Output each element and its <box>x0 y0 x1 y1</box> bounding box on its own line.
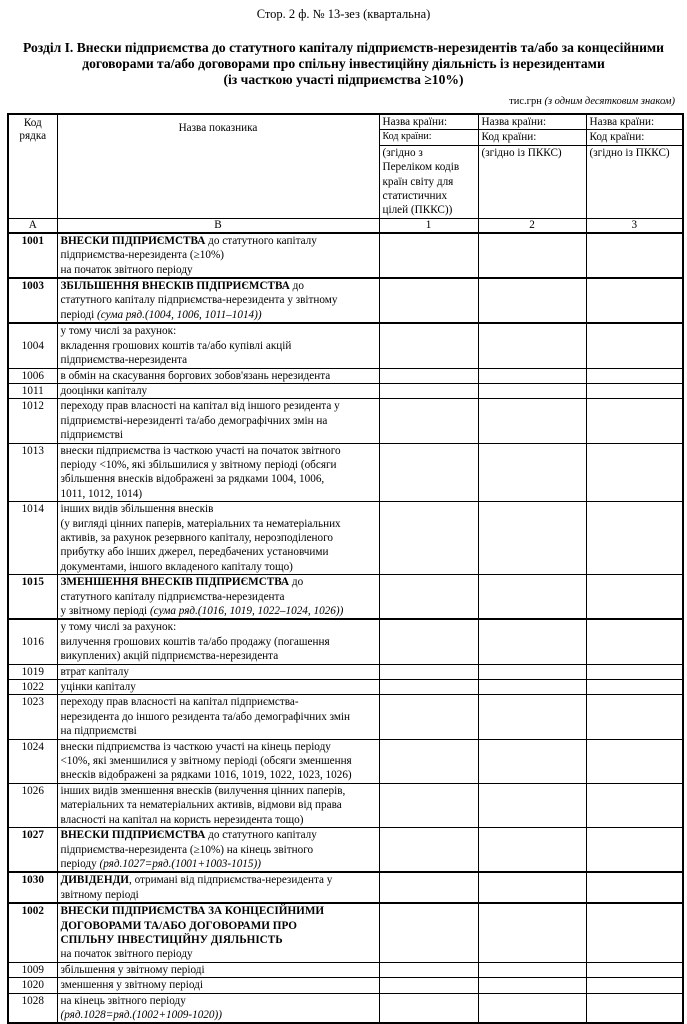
country-1-name-label: Назва країни: <box>379 114 478 130</box>
table-row <box>8 695 683 739</box>
indicator-text: внески підприємства із часткою участі на кінець періоду <box>60 740 331 753</box>
row-indicator-name <box>57 828 379 873</box>
indicator-text-line <box>61 933 376 947</box>
indicator-text-line <box>61 560 376 574</box>
formula-text: (сума ряд.(1016, 1019, 1022–1024, 1026)) <box>149 605 344 617</box>
row-indicator-name <box>57 783 379 827</box>
indicator-text: переходу прав власності на капітал підприємства- <box>60 696 299 709</box>
indicator-text: підприємстві <box>60 429 123 442</box>
table-row <box>8 399 683 443</box>
value-cell-country-1[interactable] <box>379 502 478 575</box>
indicator-text: звітному періоді <box>60 888 139 901</box>
indicator-text-line <box>61 724 376 738</box>
value-cell-country-1[interactable] <box>379 828 478 873</box>
indicator-text: у тому числі за рахунок: <box>60 325 177 338</box>
indicator-text: уцінки капіталу <box>60 681 136 694</box>
row-indicator-name <box>57 575 379 620</box>
indicator-title-text: ВНЕСКИ ПІДПРИЄМСТВА ЗА КОНЦЕСІЙНИМИ <box>60 905 325 918</box>
column-header-code: Код рядка <box>8 114 57 218</box>
indicator-text: періоду <box>60 857 100 870</box>
indicator-text: втрат капіталу <box>60 665 129 678</box>
row-indicator-name <box>57 872 379 903</box>
value-cell-country-3[interactable] <box>586 383 683 398</box>
value-cell-country-2[interactable] <box>478 575 586 620</box>
indicator-text: на початок звітного періоду <box>60 263 193 276</box>
indicator-text-line <box>61 308 376 322</box>
value-cell-country-2[interactable] <box>478 739 586 783</box>
value-cell-country-2[interactable] <box>478 680 586 695</box>
value-cell-country-1[interactable] <box>379 278 478 323</box>
indicator-text: статутного капіталу підприємства-нерезидента у звітному <box>60 294 338 307</box>
indicator-text-line <box>61 234 376 248</box>
row-indicator-name <box>57 962 379 977</box>
value-cell-country-1[interactable] <box>379 978 478 993</box>
section-title-line-3: (із часткою участі підприємства ≥10%) <box>223 72 464 87</box>
indicator-text-line <box>61 517 376 531</box>
indicator-text: документами, іншого вкладеного капіталу тощо) <box>60 560 293 573</box>
indicator-text: прибутку або інших джерел, передбачених установчими <box>60 546 329 559</box>
country-3-code-label: Код країни: <box>586 130 683 145</box>
row-indicator-name <box>57 739 379 783</box>
indicator-text: на початок звітного періоду <box>60 948 193 961</box>
column-number-3: 3 <box>586 218 683 233</box>
indicator-text: інших видів зменшення внесків (вилучення цінних паперів, <box>60 784 346 797</box>
indicator-text-line <box>61 813 376 827</box>
value-cell-country-3[interactable] <box>586 368 683 383</box>
value-cell-country-3[interactable] <box>586 739 683 783</box>
row-indicator-name <box>57 368 379 383</box>
value-cell-country-1[interactable] <box>379 993 478 1023</box>
indicator-text-line <box>61 369 376 383</box>
table-row <box>8 278 683 323</box>
indicator-text: викуплених) акцій підприємства-нерезидента <box>60 650 279 663</box>
value-cell-country-1[interactable] <box>379 664 478 679</box>
contributions-table <box>7 113 684 1024</box>
indicator-text-line <box>61 279 376 293</box>
table-row <box>8 739 683 783</box>
value-cell-country-2[interactable] <box>478 383 586 398</box>
indicator-text-line <box>61 768 376 782</box>
section-title <box>0 40 687 88</box>
value-cell-country-3[interactable] <box>586 399 683 443</box>
value-cell-country-3[interactable] <box>586 619 683 664</box>
indicator-text: до статутного капіталу <box>205 234 317 247</box>
indicator-text-line <box>61 339 376 353</box>
table-row <box>8 828 683 873</box>
indicator-text: активів, за рахунок резервного капіталу, нерозподіленого <box>60 531 334 544</box>
indicator-text-line <box>61 843 376 857</box>
indicator-text-line <box>61 502 376 516</box>
value-cell-country-1[interactable] <box>379 368 478 383</box>
value-cell-country-1[interactable] <box>379 323 478 368</box>
indicator-text: дооцінки капіталу <box>60 384 148 397</box>
value-cell-country-2[interactable] <box>478 323 586 368</box>
indicator-text-line <box>61 649 376 663</box>
table-row <box>8 619 683 664</box>
table-row <box>8 383 683 398</box>
row-indicator-name <box>57 978 379 993</box>
table-row <box>8 872 683 903</box>
table-row <box>8 993 683 1023</box>
row-indicator-name <box>57 278 379 323</box>
value-cell-country-3[interactable] <box>586 575 683 620</box>
row-code: 1011 <box>8 383 57 398</box>
indicator-text-line <box>61 888 376 902</box>
value-cell-country-2[interactable] <box>478 993 586 1023</box>
row-indicator-name <box>57 695 379 739</box>
indicator-text: у звітному періоді <box>60 605 150 617</box>
indicator-text-line <box>61 590 376 604</box>
indicator-text-line <box>61 994 376 1008</box>
value-cell-country-3[interactable] <box>586 962 683 977</box>
indicator-text-line <box>61 324 376 338</box>
row-code: 1020 <box>8 978 57 993</box>
value-cell-country-1[interactable] <box>379 383 478 398</box>
value-cell-country-2[interactable] <box>478 978 586 993</box>
row-code: 1009 <box>8 962 57 977</box>
section-title-line-1: Розділ I. Внески підприємства до статутного капіталу підприємств-нерезидентів та/або за концесійними <box>22 40 664 55</box>
column-letter-a: А <box>8 218 57 233</box>
indicator-text: підприємства-нерезидента (≥10%) <box>60 249 225 262</box>
table-row <box>8 962 683 977</box>
value-cell-country-3[interactable] <box>586 993 683 1023</box>
row-code: 1004 <box>8 323 57 368</box>
row-code: 1023 <box>8 695 57 739</box>
country-3-name-label: Назва країни: <box>586 114 683 130</box>
value-cell-country-2[interactable] <box>478 278 586 323</box>
indicator-text-line <box>61 1008 376 1022</box>
indicator-text-line <box>61 665 376 679</box>
row-indicator-name <box>57 993 379 1023</box>
indicator-text: вкладення грошових коштів та/або купівлі акцій <box>60 339 292 352</box>
indicator-text-line <box>61 248 376 262</box>
value-cell-country-2[interactable] <box>478 664 586 679</box>
indicator-text: підприємстві-нерезиденті та/або демографічних змін на <box>60 414 328 427</box>
indicator-text-line <box>61 545 376 559</box>
country-1-note: (згідно з Переліком кодів країн світу для статистичних цілей (ПККС)) <box>379 145 478 218</box>
row-indicator-name <box>57 680 379 695</box>
value-cell-country-1[interactable] <box>379 739 478 783</box>
value-cell-country-1[interactable] <box>379 962 478 977</box>
row-code: 1016 <box>8 619 57 664</box>
value-cell-country-1[interactable] <box>379 872 478 903</box>
value-cell-country-3[interactable] <box>586 502 683 575</box>
table-row <box>8 783 683 827</box>
indicator-title-text: СПІЛЬНУ ІНВЕСТИЦІЙНУ ДІЯЛЬНІСТЬ <box>60 933 283 946</box>
row-code: 1014 <box>8 502 57 575</box>
value-cell-country-1[interactable] <box>379 783 478 827</box>
section-title-line-2: договорами та/або договорами про спільну інвестиційну діяльність із нерезидентами <box>82 56 605 71</box>
indicator-text: нерезидента до іншого резидента та/або демографічних змін <box>60 710 351 723</box>
row-indicator-name <box>57 399 379 443</box>
value-cell-country-2[interactable] <box>478 368 586 383</box>
value-cell-country-3[interactable] <box>586 783 683 827</box>
row-indicator-name <box>57 903 379 962</box>
indicator-text-line <box>61 873 376 887</box>
value-cell-country-3[interactable] <box>586 828 683 873</box>
row-code: 1022 <box>8 680 57 695</box>
indicator-text-line <box>61 963 376 977</box>
table-row <box>8 680 683 695</box>
row-code: 1003 <box>8 278 57 323</box>
indicator-text: до статутного капіталу <box>205 829 317 842</box>
indicator-text-line <box>61 399 376 413</box>
column-number-1: 1 <box>379 218 478 233</box>
indicator-text: інших видів збільшення внесків <box>60 503 214 516</box>
indicator-title-text: ВНЕСКИ ПІДПРИЄМСТВА <box>60 234 206 247</box>
row-indicator-name <box>57 619 379 664</box>
indicator-text-line <box>61 978 376 992</box>
units-note <box>509 96 675 107</box>
row-code: 1013 <box>8 443 57 502</box>
indicator-text: <10%, які зменшилися у звітному періоді (обсяги зменшення <box>60 755 352 768</box>
column-number-2: 2 <box>478 218 586 233</box>
row-indicator-name <box>57 502 379 575</box>
value-cell-country-2[interactable] <box>478 962 586 977</box>
indicator-title-text: ДИВІДЕНДИ <box>60 874 129 887</box>
row-code: 1012 <box>8 399 57 443</box>
formula-text: (ряд.1028=ряд.(1002+1009-1020)) <box>60 1008 222 1021</box>
indicator-text-line <box>61 472 376 486</box>
value-cell-country-3[interactable] <box>586 872 683 903</box>
value-cell-country-2[interactable] <box>478 399 586 443</box>
indicator-text-line <box>61 695 376 709</box>
indicator-text: в обмін на скасування боргових зобов'язань нерезидента <box>60 369 331 382</box>
indicator-text-line <box>61 620 376 634</box>
indicator-text-line <box>61 604 376 618</box>
indicator-text-line <box>61 575 376 589</box>
indicator-text-line <box>61 428 376 442</box>
value-cell-country-2[interactable] <box>478 619 586 664</box>
indicator-text-line <box>61 919 376 933</box>
indicator-text-line <box>61 754 376 768</box>
indicator-text-line <box>61 798 376 812</box>
indicator-text-line <box>61 904 376 918</box>
indicator-text: періоду <10%, які збільшилися у звітному періоді (обсяги <box>60 458 337 471</box>
row-code: 1028 <box>8 993 57 1023</box>
indicator-text: до <box>289 280 304 293</box>
indicator-text-line <box>61 635 376 649</box>
indicator-text: внески підприємства із часткою участі на початок звітного <box>60 444 341 457</box>
indicator-text: збільшення у звітному періоді <box>60 963 205 976</box>
value-cell-country-2[interactable] <box>478 233 586 278</box>
indicator-text-line <box>61 458 376 472</box>
indicator-title-text: ВНЕСКИ ПІДПРИЄМСТВА <box>60 829 206 842</box>
value-cell-country-3[interactable] <box>586 323 683 368</box>
indicator-text-line <box>61 293 376 307</box>
formula-text: (ряд.1027=ряд.(1001+1003-1015)) <box>99 857 261 870</box>
row-code: 1024 <box>8 739 57 783</box>
indicator-text-line <box>61 487 376 501</box>
row-indicator-name <box>57 443 379 502</box>
value-cell-country-1[interactable] <box>379 680 478 695</box>
indicator-text-line <box>61 444 376 458</box>
indicator-text: власності на капітал на користь нерезидента тощо) <box>60 813 304 826</box>
indicator-text: , отримані від підприємства-нерезидента у <box>128 874 333 887</box>
country-2-note: (згідно із ПККС) <box>478 145 586 218</box>
formula-text: (сума ряд.(1004, 1006, 1011–1014)) <box>97 308 262 321</box>
indicator-text: періоді <box>60 308 98 321</box>
indicator-title-text: ДОГОВОРАМИ ТА/АБО ДОГОВОРАМИ ПРО <box>60 919 297 932</box>
table-row <box>8 323 683 368</box>
value-cell-country-3[interactable] <box>586 443 683 502</box>
table-row <box>8 502 683 575</box>
indicator-text: підприємства-нерезидента <box>60 354 188 367</box>
column-header-indicator: Назва показника <box>57 114 379 218</box>
row-code: 1006 <box>8 368 57 383</box>
row-code: 1019 <box>8 664 57 679</box>
indicator-text: переходу прав власності на капітал від іншого резидента у <box>60 400 340 413</box>
table-row <box>8 978 683 993</box>
table-row <box>8 664 683 679</box>
value-cell-country-2[interactable] <box>478 502 586 575</box>
indicator-text: підприємства-нерезидента (≥10%) на кінець звітного <box>60 843 314 856</box>
value-cell-country-3[interactable] <box>586 978 683 993</box>
value-cell-country-2[interactable] <box>478 903 586 962</box>
country-1-code-label: Код країни: <box>379 130 478 145</box>
value-cell-country-3[interactable] <box>586 278 683 323</box>
row-code: 1027 <box>8 828 57 873</box>
row-code: 1002 <box>8 903 57 962</box>
indicator-text: (у вигляді цінних паперів, матеріальних та нематеріальних <box>60 517 341 530</box>
value-cell-country-3[interactable] <box>586 695 683 739</box>
table-row <box>8 368 683 383</box>
table-row <box>8 443 683 502</box>
row-code: 1026 <box>8 783 57 827</box>
row-code: 1001 <box>8 233 57 278</box>
indicator-text-line <box>61 680 376 694</box>
indicator-text: матеріальних та нематеріальних активів, відмови від права <box>60 799 342 812</box>
value-cell-country-3[interactable] <box>586 680 683 695</box>
indicator-text-line <box>61 828 376 842</box>
value-cell-country-1[interactable] <box>379 575 478 620</box>
indicator-text-line <box>61 384 376 398</box>
indicator-text-line <box>61 414 376 428</box>
country-2-code-label: Код країни: <box>478 130 586 145</box>
country-3-note: (згідно із ПККС) <box>586 145 683 218</box>
column-letter-b: В <box>57 218 379 233</box>
value-cell-country-2[interactable] <box>478 783 586 827</box>
indicator-text-line <box>61 947 376 961</box>
value-cell-country-1[interactable] <box>379 399 478 443</box>
page-header: Стор. 2 ф. № 13-зез (квартальна) <box>256 7 431 21</box>
indicator-title-text: ЗБІЛЬШЕННЯ ВНЕСКІВ ПІДПРИЄМСТВА <box>60 280 290 293</box>
indicator-title-text: ЗМЕНШЕННЯ ВНЕСКІВ ПІДПРИЄМСТВА <box>60 576 290 589</box>
indicator-text: на кінець звітного періоду <box>60 994 186 1007</box>
row-code: 1030 <box>8 872 57 903</box>
value-cell-country-2[interactable] <box>478 695 586 739</box>
indicator-text: статутного капіталу підприємства-нерезидента <box>60 590 285 603</box>
value-cell-country-3[interactable] <box>586 233 683 278</box>
value-cell-country-2[interactable] <box>478 443 586 502</box>
indicator-text-line <box>61 857 376 871</box>
value-cell-country-1[interactable] <box>379 619 478 664</box>
indicator-text: збільшення внесків відображені за рядками 1004, 1006, <box>60 473 325 486</box>
indicator-text-line <box>61 353 376 367</box>
header-row-country-name <box>8 114 683 130</box>
value-cell-country-1[interactable] <box>379 695 478 739</box>
value-cell-country-1[interactable] <box>379 233 478 278</box>
indicator-text: внесків відображені за рядками 1016, 1019, 1022, 1023, 1026) <box>60 769 352 782</box>
indicator-text-line <box>61 263 376 277</box>
indicator-text: у тому числі за рахунок: <box>60 621 177 634</box>
indicator-text: 1011, 1012, 1014) <box>60 487 143 500</box>
indicator-text-line <box>61 531 376 545</box>
units-precision-note: (з одним десятковим знаком) <box>544 96 675 107</box>
indicator-text: вилучення грошових коштів та/або продажу (погашення <box>60 635 330 648</box>
value-cell-country-2[interactable] <box>478 872 586 903</box>
row-indicator-name <box>57 383 379 398</box>
column-letters-row <box>8 218 683 233</box>
table-row <box>8 575 683 620</box>
country-2-name-label: Назва країни: <box>478 114 586 130</box>
indicator-text: на підприємстві <box>60 725 137 738</box>
indicator-text: зменшення у звітному періоді <box>60 979 203 992</box>
table-row <box>8 233 683 278</box>
value-cell-country-1[interactable] <box>379 903 478 962</box>
value-cell-country-3[interactable] <box>586 664 683 679</box>
indicator-text: до <box>289 576 304 589</box>
indicator-text-line <box>61 784 376 798</box>
value-cell-country-3[interactable] <box>586 903 683 962</box>
table-row <box>8 903 683 962</box>
row-code: 1015 <box>8 575 57 620</box>
units-label: тис.грн <box>509 96 542 107</box>
row-indicator-name <box>57 323 379 368</box>
value-cell-country-1[interactable] <box>379 443 478 502</box>
row-indicator-name <box>57 664 379 679</box>
row-indicator-name <box>57 233 379 278</box>
indicator-text-line <box>61 740 376 754</box>
value-cell-country-2[interactable] <box>478 828 586 873</box>
indicator-text-line <box>61 710 376 724</box>
